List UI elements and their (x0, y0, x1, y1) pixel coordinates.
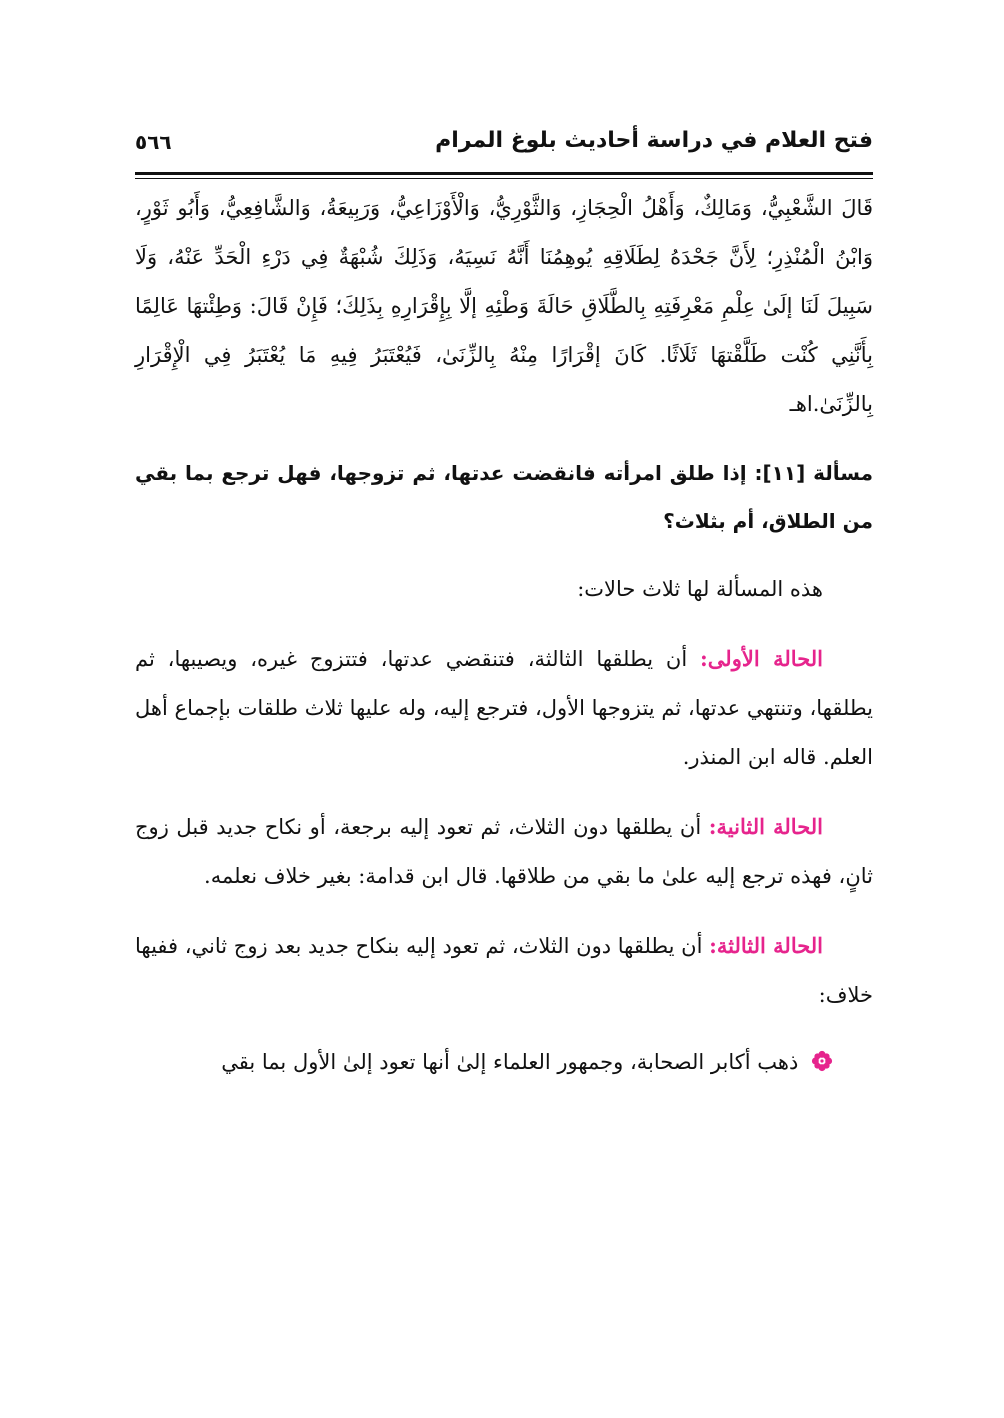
bullet-text: ذهب أكابر الصحابة، وجمهور العلماء إلىٰ أنها تعود إلىٰ الأول بما بقي (221, 1050, 799, 1074)
page-header (135, 128, 873, 168)
case-third-label: الحالة الثالثة: (709, 933, 824, 958)
quoted-passage: قَالَ الشَّعْبِيُّ، وَمَالِكٌ، وَأَهْلُ الْحِجَازِ، وَالثَّوْرِيُّ، وَالْأَوْزَاعِيُّ، وَرَبِيعَةُ، وَالشَّافِعِيُّ، وَأَبُو ثَوْرٍ، وَابْنُ الْمُنْذِرِ؛ لِأَنَّ جَحْدَهُ لِطَلَاقِهِ يُوهِمُنَا أَنَّهُ نَسِيَهُ، وَذَلِكَ شُبْهَةٌ فِي دَرْءِ الْحَدِّ عَنْهُ، وَلَا سَبِيلَ لَنَا إلَىٰ عِلْمِ مَعْرِفَتِهِ بِالطَّلَاقِ حَالَةَ وَطْئِهِ إلَّا بِإِقْرَارِهِ بِذَلِكَ؛ فَإِنْ قَالَ: وَطِئْتهَا عَالِمًا بِأَنَّنِي كُنْت طَلَّقْتهَا ثَلَاثًا. كَانَ إقْرَارًا مِنْهُ بِالزِّنَىٰ، فَيُعْتَبَرُ فِيهِ مَا يُعْتَبَرُ فِي الْإِقْرَارِ بِالزِّنَىٰ.اهـ (135, 196, 873, 416)
issue-heading: مسألة [١١]: إذا طلق امرأته فانقضت عدتها، ثم تزوجها، فهل ترجع بما بقي من الطلاق، أم بثلاث؟ (135, 461, 873, 533)
flower-bullet-icon (811, 1041, 833, 1063)
header-rule-thin (135, 178, 873, 179)
case-first-text: أن يطلقها الثالثة، فتنقضي عدتها، فتتزوج غيره، ويصيبها، ثم يطلقها، وتنتهي عدتها، ثم يتزوجها الأول، فترجع إليه، وله عليها ثلاث طلقات بإجماع أهل العلم. قاله ابن المنذر. (135, 647, 873, 769)
header-rule-thick (135, 172, 873, 175)
case-second-text: أن يطلقها دون الثلاث، ثم تعود إليه برجعة، أو نكاح جديد قبل زوج ثانٍ، فهذه ترجع إليه علىٰ ما بقي من طلاقها. قال ابن قدامة: بغير خلاف نعلمه. (135, 815, 873, 888)
bullet-paragraph (135, 1038, 873, 1087)
intro-paragraph: هذه المسألة لها ثلاث حالات: (577, 577, 823, 601)
case-second-label: الحالة الثانية: (708, 814, 823, 839)
page-body (135, 180, 873, 1087)
case-third-text: أن يطلقها دون الثلاث، ثم تعود إليه بنكاح جديد بعد زوج ثاني، ففيها خلاف: (135, 934, 873, 1007)
case-second (135, 802, 873, 901)
case-first-label: الحالة الأولى: (700, 646, 823, 671)
case-first (135, 634, 873, 782)
page-number: ٥٦٦ (135, 130, 172, 154)
running-title: فتح العلام في دراسة أحاديث بلوغ المرام (435, 128, 873, 153)
case-third (135, 921, 873, 1020)
